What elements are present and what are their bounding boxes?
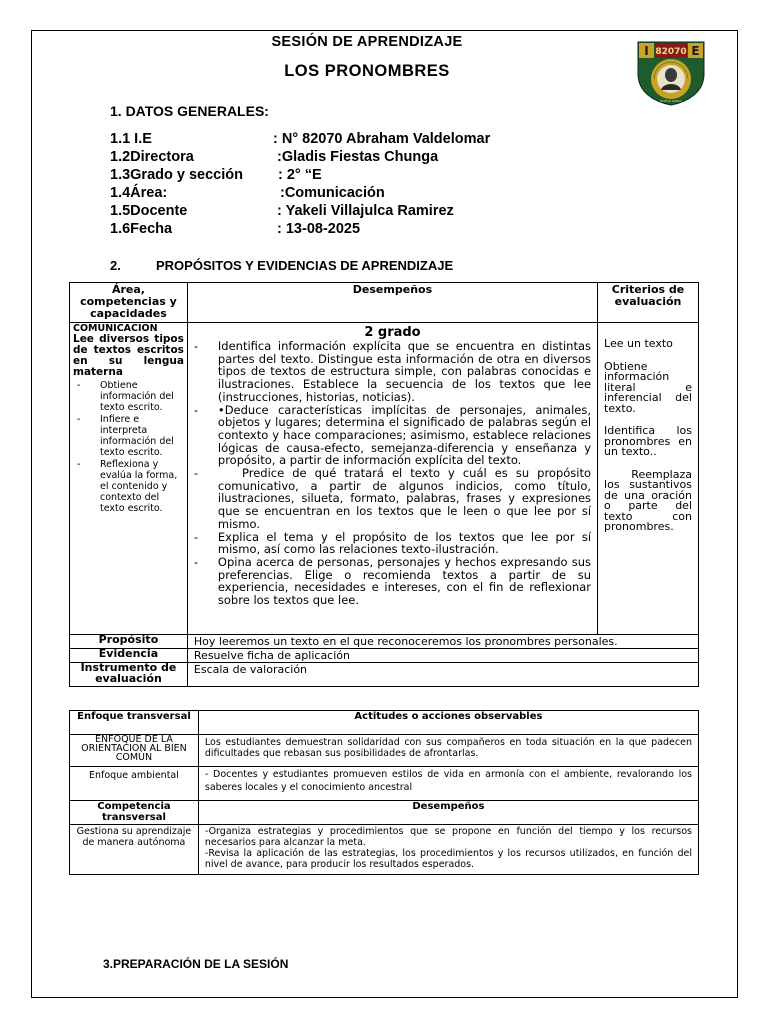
datos-value: : N° 82070 Abraham Valdelomar bbox=[273, 131, 491, 147]
competencia-transversal-header: Competencia transversal bbox=[70, 801, 199, 825]
desempeno-transversal-item: -Organiza estrategias y procedimientos que se propone en función del tiempo y los recursos necesarios para alcanzar la meta. bbox=[204, 826, 692, 848]
desempeno-text: •Deduce características implícitas de personajes, animales, objetos y lugares; determina el significado de palabras según el contexto y hace comparaciones; asimismo, establece relaciones lógicas de causa-efecto, semejanza-diferencia y enseñanza y propósito, a partir de información explícita del texto. bbox=[217, 402, 592, 468]
propositos-heading bbox=[110, 258, 454, 273]
capacidad-item bbox=[73, 414, 184, 458]
desempeno-item bbox=[194, 531, 591, 556]
desempenos-transversal-cell bbox=[198, 825, 698, 875]
datos-label: 1.4Área: bbox=[110, 185, 168, 201]
desempenos-transversal-header: Desempeños bbox=[198, 801, 698, 825]
enfoque-bien-comun: ENFOQUE DE LA ORIENTACION AL BIEN COMÚN bbox=[70, 735, 199, 767]
evidencia-text: Resuelve ficha de aplicación bbox=[187, 649, 698, 663]
area-name: COMUNICACION bbox=[73, 323, 158, 334]
bullet-dash: - bbox=[193, 554, 199, 569]
datos-value: : 13-08-2025 bbox=[277, 221, 361, 237]
capacidad-text: Obtiene información del texto escrito. bbox=[100, 380, 174, 413]
datos-label: 1.2Directora bbox=[110, 149, 194, 165]
desempeno-item bbox=[194, 404, 591, 468]
preparacion-heading: 3.PREPARACIÓN DE LA SESIÓN bbox=[103, 957, 289, 971]
col-header-criterios: Criterios de evaluación bbox=[598, 283, 699, 323]
enfoque-header: Enfoque transversal bbox=[70, 711, 199, 735]
logo-letter-left: I bbox=[644, 44, 649, 58]
desempenos-list bbox=[188, 340, 597, 607]
desempeno-text: Predice de qué tratará el texto y cuál es su propósito comunicativo, a partir de algunos indicios, como título, ilustraciones, silueta, formato, palabras, frases y expresiones que se encuentran en los textos que le leen o que lee por sí mismo. bbox=[217, 466, 595, 531]
datos-label: 1.5Docente bbox=[110, 203, 188, 219]
bullet-dash: - bbox=[193, 402, 199, 417]
bullet-dash: - bbox=[77, 380, 81, 391]
propositos-table bbox=[69, 282, 699, 687]
actitud-ambiental: - Docentes y estudiantes promueven estilos de vida en armonía con el ambiente, revalorando los saberes locales y el conocimiento ancestral bbox=[198, 767, 698, 801]
document-title: SESIÓN DE APRENDIZAJE bbox=[271, 34, 463, 50]
instrumento-label: Instrumento de evaluación bbox=[70, 663, 188, 687]
session-topic: LOS PRONOMBRES bbox=[284, 62, 450, 80]
criterio-item: Lee un texto bbox=[604, 337, 673, 350]
criterios-cell bbox=[598, 323, 699, 635]
capacidades-list bbox=[70, 380, 187, 514]
competencia-name: Lee diversos tipos de textos escritos en su lengua materna bbox=[73, 333, 184, 378]
desempeno-transversal-item: -Revisa la aplicación de las estrategias, los procedimientos y los recursos utilizados, en función del nivel de avance, para producir los resultados esperados. bbox=[204, 848, 692, 870]
grado-heading: 2 grado bbox=[364, 325, 421, 340]
actitudes-header: Actitudes o acciones observables bbox=[198, 711, 698, 735]
area-competencias-cell bbox=[70, 323, 188, 635]
datos-label: 1.6Fecha bbox=[110, 221, 173, 237]
propositos-number: 2. bbox=[110, 258, 121, 273]
col-header-desempenos: Desempeños bbox=[187, 283, 597, 323]
enfoques-table bbox=[69, 710, 699, 875]
logo-number: 82070 bbox=[655, 47, 687, 57]
desempeno-item bbox=[193, 466, 595, 531]
capacidad-text: Infiere e interpreta información del texto escrito. bbox=[100, 414, 174, 458]
bullet-dash: - bbox=[77, 414, 81, 425]
bullet-dash: - bbox=[77, 459, 81, 470]
datos-label: 1.1 I.E bbox=[110, 131, 152, 147]
instrumento-text: Escala de valoración bbox=[187, 663, 698, 687]
col-header-area: Área, competencias y capacidades bbox=[70, 283, 188, 323]
propositos-title: PROPÓSITOS Y EVIDENCIAS DE APRENDIZAJE bbox=[156, 258, 454, 273]
datos-value: :Gladis Fiestas Chunga bbox=[277, 149, 439, 165]
school-crest-logo bbox=[634, 38, 708, 106]
criterio-item: Identifica los pronombres en un texto.. bbox=[604, 424, 692, 458]
criterio-item: Obtiene información literal e inferencial del texto. bbox=[604, 359, 692, 415]
proposito-text: Hoy leeremos un texto en el que reconoceremos los pronombres personales. bbox=[187, 635, 698, 649]
logo-motto: NUEVO GARIO bbox=[660, 99, 682, 103]
actitud-bien-comun: Los estudiantes demuestran solidaridad con sus compañeros en toda situación en la que padecen dificultades que rebasan sus posibilidades de afrontarlas. bbox=[198, 735, 698, 767]
datos-label: 1.3Grado y sección bbox=[110, 167, 243, 183]
desempeno-text: Identifica información explícita que se encuentra en distintas partes del texto. Distingue esta información de otra en diversos tipos de textos de estructura simple, con palabras conocidas e ilustraciones. Establece la secuencia de los textos que lee (instrucciones, historias, noticias). bbox=[217, 339, 592, 404]
desempeno-item bbox=[194, 340, 591, 404]
capacidad-item bbox=[73, 380, 184, 413]
capacidad-item bbox=[73, 459, 184, 514]
datos-value: :Comunicación bbox=[280, 185, 385, 201]
criterio-item: Reemplaza los sustantivos de una oración o parte del texto con pronombres. bbox=[604, 467, 696, 533]
bullet-dash: - bbox=[193, 339, 199, 353]
desempeno-text: Opina acerca de personas, personajes y hechos expresando sus preferencias. Elige o recomienda textos a partir de su experiencia, necesidades e intereses, con el fin de reflexionar sobre los textos que lee. bbox=[217, 554, 592, 608]
desempeno-item bbox=[194, 556, 591, 607]
datos-value: : 2° “E bbox=[278, 167, 322, 183]
logo-letter-right: E bbox=[691, 44, 700, 58]
bullet-dash: - bbox=[193, 466, 199, 481]
datos-generales-heading: 1. DATOS GENERALES: bbox=[110, 103, 269, 119]
capacidad-text: Reflexiona y evalúa la forma, el contenido y contexto del texto escrito. bbox=[100, 459, 178, 514]
bullet-dash: - bbox=[193, 529, 199, 544]
evidencia-label: Evidencia bbox=[70, 649, 188, 663]
competencia-gestiona: Gestiona su aprendizaje de manera autónoma bbox=[70, 825, 199, 875]
desempenos-cell bbox=[187, 323, 597, 635]
datos-value: : Yakeli Villajulca Ramirez bbox=[277, 203, 454, 219]
enfoque-ambiental: Enfoque ambiental bbox=[70, 767, 199, 801]
desempeno-text: Explica el tema y el propósito de los textos que lee por sí mismo, así como las relaciones texto-ilustración. bbox=[217, 529, 592, 557]
proposito-label: Propósito bbox=[70, 635, 188, 649]
